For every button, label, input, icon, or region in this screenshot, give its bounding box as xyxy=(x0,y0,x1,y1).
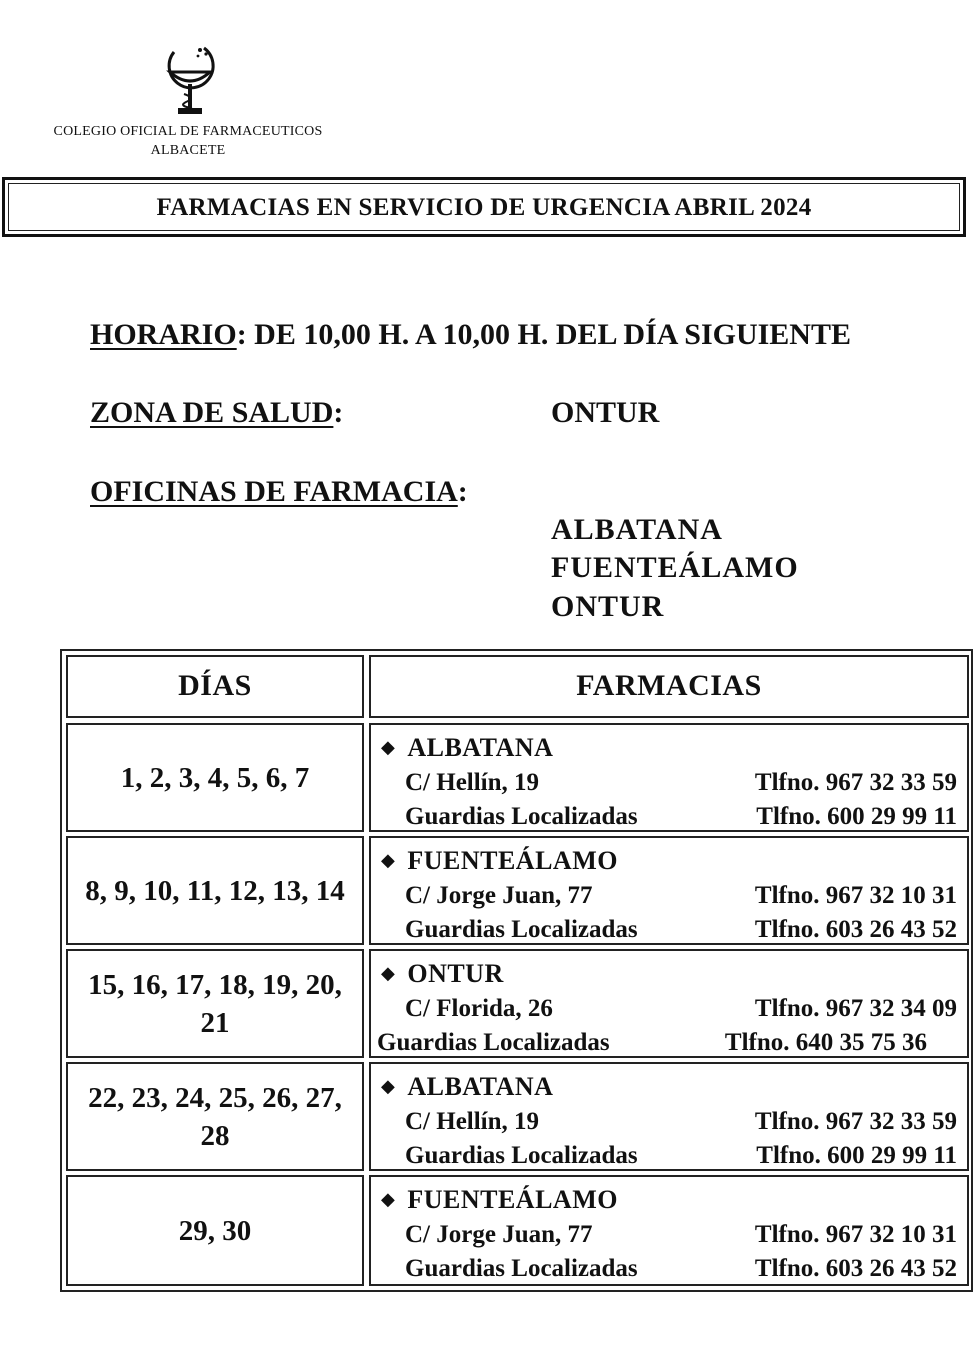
pharmacy-address: C/ Hellín, 19 xyxy=(405,769,540,796)
page-title: FARMACIAS EN SERVICIO DE URGENCIA ABRIL 2024 xyxy=(156,194,812,221)
days-range: 22, 23, 24, 25, 26, 27, 28 xyxy=(88,1081,342,1152)
office-item: ONTUR xyxy=(551,590,665,623)
zona-colon: : xyxy=(333,396,344,429)
pharmacy-cell xyxy=(369,949,969,1058)
days-range: 8, 9, 10, 11, 12, 13, 14 xyxy=(85,874,345,907)
guard-phone: Tlfno. 600 29 99 11 xyxy=(756,1142,957,1169)
zona-label: ZONA DE SALUD xyxy=(90,396,334,429)
guard-phone: Tlfno. 600 29 99 11 xyxy=(756,803,957,830)
days-cell xyxy=(66,1062,364,1171)
zona-line xyxy=(90,396,343,430)
bullet-diamond-icon: ◆ xyxy=(381,963,396,983)
column-header-pharmacies: FARMACIAS xyxy=(576,669,762,702)
pharmacy-cell xyxy=(369,1175,969,1286)
horario-line xyxy=(90,318,851,352)
org-city: ALBACETE xyxy=(150,143,226,158)
guard-phone: Tlfno. 603 26 43 52 xyxy=(754,916,957,943)
title-banner xyxy=(2,177,966,237)
days-cell xyxy=(66,836,364,945)
guard-label: Guardias Localizadas xyxy=(377,1029,610,1056)
days-range: 29, 30 xyxy=(178,1214,252,1247)
horario-label: HORARIO xyxy=(90,318,237,351)
guard-phone: Tlfno. 603 26 43 52 xyxy=(754,1255,957,1282)
pharmacy-emblem-logo xyxy=(160,38,220,120)
pharmacy-name: ◆ ONTUR xyxy=(381,959,504,988)
pharmacy-name: ◆ FUENTEÁLAMO xyxy=(381,1185,618,1214)
pharmacy-name: ◆ FUENTEÁLAMO xyxy=(381,846,618,875)
pharmacy-phone: Tlfno. 967 32 10 31 xyxy=(754,1221,957,1248)
pharmacy-cell xyxy=(369,836,969,945)
office-item: FUENTEÁLAMO xyxy=(551,551,799,584)
pharmacy-address: C/ Hellín, 19 xyxy=(405,1108,540,1135)
bullet-diamond-icon: ◆ xyxy=(381,1076,396,1096)
pharmacy-address: C/ Jorge Juan, 77 xyxy=(405,882,593,909)
days-cell xyxy=(66,949,364,1058)
pharmacy-name: ◆ ALBATANA xyxy=(381,1072,554,1101)
days-range: 15, 16, 17, 18, 19, 20, 21 xyxy=(88,968,342,1039)
bullet-diamond-icon: ◆ xyxy=(381,737,396,757)
bullet-diamond-icon: ◆ xyxy=(381,850,396,870)
pharmacy-address: C/ Florida, 26 xyxy=(405,995,553,1022)
guard-label: Guardias Localizadas xyxy=(405,916,638,943)
header-cell-days xyxy=(66,655,364,718)
oficinas-label: OFICINAS DE FARMACIA xyxy=(90,475,458,508)
zona-value: ONTUR xyxy=(551,396,660,429)
pharmacy-phone: Tlfno. 967 32 34 09 xyxy=(754,995,957,1022)
bullet-diamond-icon: ◆ xyxy=(381,1189,396,1209)
oficinas-line xyxy=(90,475,468,509)
oficinas-colon: : xyxy=(457,475,468,508)
guard-label: Guardias Localizadas xyxy=(405,1255,638,1282)
pharmacy-name: ◆ ALBATANA xyxy=(381,733,554,762)
pharmacy-phone: Tlfno. 967 32 33 59 xyxy=(754,1108,957,1135)
horario-value: : DE 10,00 H. A 10,00 H. DEL DÍA SIGUIENTE xyxy=(236,318,851,351)
guard-label: Guardias Localizadas xyxy=(405,803,638,830)
days-cell xyxy=(66,1175,364,1286)
pharmacy-phone: Tlfno. 967 32 33 59 xyxy=(754,769,957,796)
days-cell xyxy=(66,723,364,832)
days-range: 1, 2, 3, 4, 5, 6, 7 xyxy=(120,761,310,794)
pharmacy-cell xyxy=(369,723,969,832)
office-item: ALBATANA xyxy=(551,513,723,546)
pharmacy-phone: Tlfno. 967 32 10 31 xyxy=(754,882,957,909)
guard-label: Guardias Localizadas xyxy=(405,1142,638,1169)
column-header-days: DÍAS xyxy=(178,669,252,702)
pharmacy-address: C/ Jorge Juan, 77 xyxy=(405,1221,593,1248)
pharmacy-cell xyxy=(369,1062,969,1171)
guard-phone: Tlfno. 640 35 75 36 xyxy=(724,1029,927,1056)
header-cell-pharmacies xyxy=(369,655,969,718)
pharmacy-schedule-table xyxy=(60,649,973,1292)
org-name: COLEGIO OFICIAL DE FARMACEUTICOS xyxy=(53,124,323,139)
